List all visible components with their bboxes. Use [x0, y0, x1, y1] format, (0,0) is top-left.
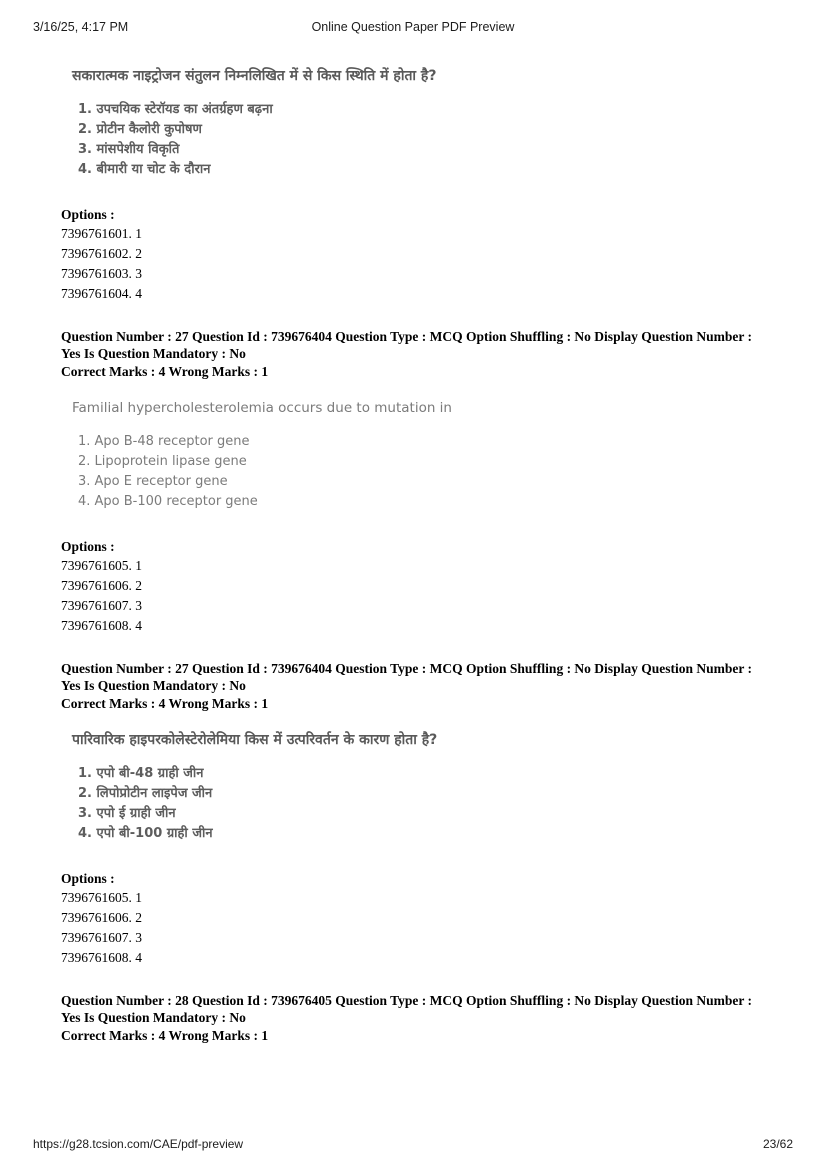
- option-id-list: [61, 888, 768, 968]
- option-id-row: 7396761608. 4: [61, 950, 142, 965]
- header-datetime: 3/16/25, 4:17 PM: [33, 20, 129, 34]
- option-id-row: 7396761601. 1: [61, 226, 142, 241]
- option-id-row: 7396761606. 2: [61, 910, 142, 925]
- option-id-row: 7396761607. 3: [61, 930, 142, 945]
- option-id-row: 7396761602. 2: [61, 246, 142, 261]
- option-id-row: 7396761605. 1: [61, 890, 142, 905]
- question-meta: [61, 992, 768, 1044]
- question-meta-line: Question Number : 28 Question Id : 739676405 Question Type : MCQ Option Shuffling : No Display Question Number : Yes Is Question Mandatory : No: [61, 993, 752, 1025]
- question-choice: 3. Apo E receptor gene: [78, 474, 228, 489]
- options-label: Options :: [61, 871, 115, 886]
- option-id-row: 7396761603. 3: [61, 266, 142, 281]
- question-text: सकारात्मक नाइट्रोजन संतुलन निम्नलिखित में से किस स्थिति में होता है?: [72, 68, 437, 84]
- question-marks-line: Correct Marks : 4 Wrong Marks : 1: [61, 1028, 269, 1043]
- question-choice: 3. एपो ई ग्राही जीन: [78, 806, 176, 821]
- print-footer: [33, 1137, 793, 1151]
- question-meta-line: Question Number : 27 Question Id : 739676404 Question Type : MCQ Option Shuffling : No Display Question Number : Yes Is Question Mandatory : No: [61, 329, 752, 361]
- question-meta: [61, 660, 768, 712]
- question-choice: 2. लिपोप्रोटीन लाइपेज जीन: [78, 786, 213, 801]
- question-choice: 3. मांसपेशीय विकृति: [78, 142, 180, 157]
- question-choices: [78, 100, 768, 180]
- print-header: [33, 20, 793, 36]
- question-block: [61, 398, 768, 636]
- question-choices: [78, 432, 768, 512]
- footer-page-number: 23/62: [762, 1137, 793, 1151]
- question-block: [61, 730, 768, 968]
- option-id-row: 7396761608. 4: [61, 618, 142, 633]
- question-marks-line: Correct Marks : 4 Wrong Marks : 1: [61, 364, 269, 379]
- question-choices: [78, 764, 768, 844]
- options-label: Options :: [61, 207, 115, 222]
- option-id-row: 7396761605. 1: [61, 558, 142, 573]
- option-id-list: [61, 556, 768, 636]
- question-choice: 1. Apo B-48 receptor gene: [78, 434, 250, 449]
- question-text: पारिवारिक हाइपरकोलेस्टेरोलेमिया किस में उत्परिवर्तन के कारण होता है?: [72, 732, 438, 748]
- question-choice: 1. एपो बी-48 ग्राही जीन: [78, 766, 204, 781]
- question-choice: 4. Apo B-100 receptor gene: [78, 494, 258, 509]
- question-choice: 2. Lipoprotein lipase gene: [78, 454, 247, 469]
- question-choice: 4. बीमारी या चोट के दौरान: [78, 162, 211, 177]
- option-id-row: 7396761606. 2: [61, 578, 142, 593]
- question-paper-content: [61, 66, 768, 1044]
- question-marks-line: Correct Marks : 4 Wrong Marks : 1: [61, 696, 269, 711]
- question-meta: [61, 328, 768, 380]
- question-text: Familial hypercholesterolemia occurs due to mutation in: [72, 400, 452, 416]
- options-label: Options :: [61, 539, 115, 554]
- header-title: Online Question Paper PDF Preview: [311, 20, 515, 34]
- option-id-list: [61, 224, 768, 304]
- question-block: [61, 66, 768, 304]
- footer-url: https://g28.tcsion.com/CAE/pdf-preview: [33, 1137, 244, 1151]
- question-meta-line: Question Number : 27 Question Id : 739676404 Question Type : MCQ Option Shuffling : No Display Question Number : Yes Is Question Mandatory : No: [61, 661, 752, 693]
- question-choice: 4. एपो बी-100 ग्राही जीन: [78, 826, 213, 841]
- question-choice: 1. उपचयिक स्टेरॉयड का अंतर्ग्रहण बढ़ना: [78, 102, 273, 117]
- question-choice: 2. प्रोटीन कैलोरी कुपोषण: [78, 122, 202, 137]
- option-id-row: 7396761607. 3: [61, 598, 142, 613]
- option-id-row: 7396761604. 4: [61, 286, 142, 301]
